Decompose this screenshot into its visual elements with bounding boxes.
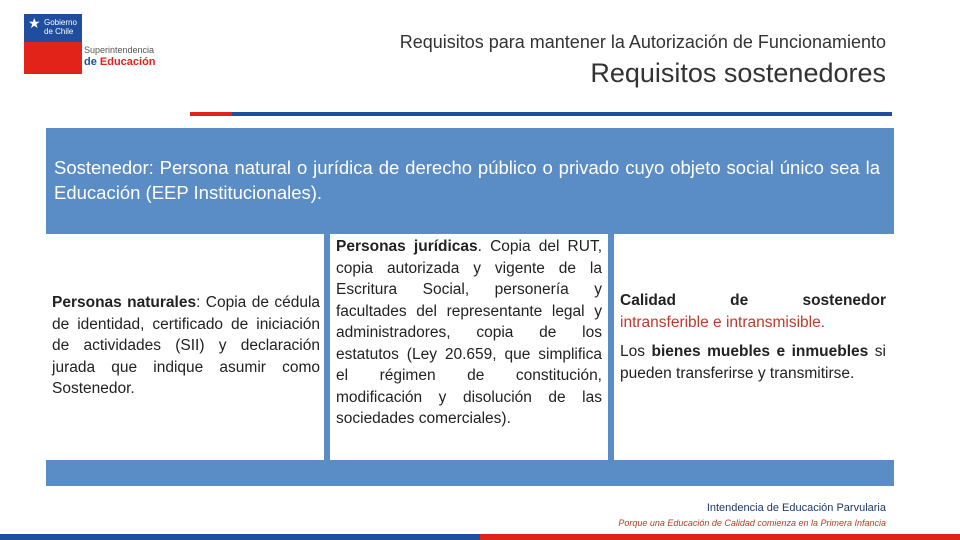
- personas-juridicas-heading: Personas jurídicas: [336, 238, 478, 255]
- footer-slogan: Porque una Educación de Calidad comienza en la Primera Infancia: [618, 518, 886, 528]
- bienes-paragraph: Los bienes muebles e inmuebles si pueden transferirse y transmitirse.: [620, 343, 886, 382]
- personas-juridicas-box: [330, 234, 608, 460]
- personas-naturales-box: [46, 234, 324, 460]
- gobierno-label: Gobierno de Chile: [44, 18, 77, 36]
- star-icon: ★: [28, 15, 41, 31]
- definition-text: Sostenedor: Persona natural o jurídica de derecho público o privado cuyo objeto social único sea la Educación (EEP Institucionales).: [54, 157, 880, 203]
- personas-naturales-heading: Personas naturales: [52, 294, 197, 311]
- gobierno-crest-icon: [24, 14, 82, 74]
- logo-line2: de Educación: [84, 56, 156, 68]
- header-divider: [190, 112, 892, 116]
- page-title: Requisitos sostenedores: [590, 58, 886, 88]
- calidad-sostenedor-box: [614, 234, 894, 460]
- content-panel: [46, 128, 894, 486]
- calidad-red-text: intransferible e intransmisible.: [620, 313, 826, 331]
- personas-naturales-body: : Copia de cédula de identidad, certificado de iniciación de actividades (SII) y declaración jurada que indique asumir como Sostenedor.: [52, 294, 321, 397]
- footer-divider: [0, 534, 960, 540]
- personas-juridicas-body: . Copia del RUT, copia autorizada y vigente de la Escritura Social, personería y facultades del representante legal y administradores, copia de los estatutos (Ley 20.659, que simplifica el régimen de constitución, modificación y disolución de las sociedades comerciales).: [336, 238, 602, 427]
- calidad-heading: Calidad de sostenedor: [620, 292, 886, 309]
- page-subtitle: Requisitos para mantener la Autorización de Funcionamiento: [399, 32, 886, 52]
- logo-line1: Superintendencia: [84, 45, 155, 55]
- superintendencia-logo: [24, 14, 164, 74]
- footer-org: Intendencia de Educación Parvularia: [706, 502, 886, 514]
